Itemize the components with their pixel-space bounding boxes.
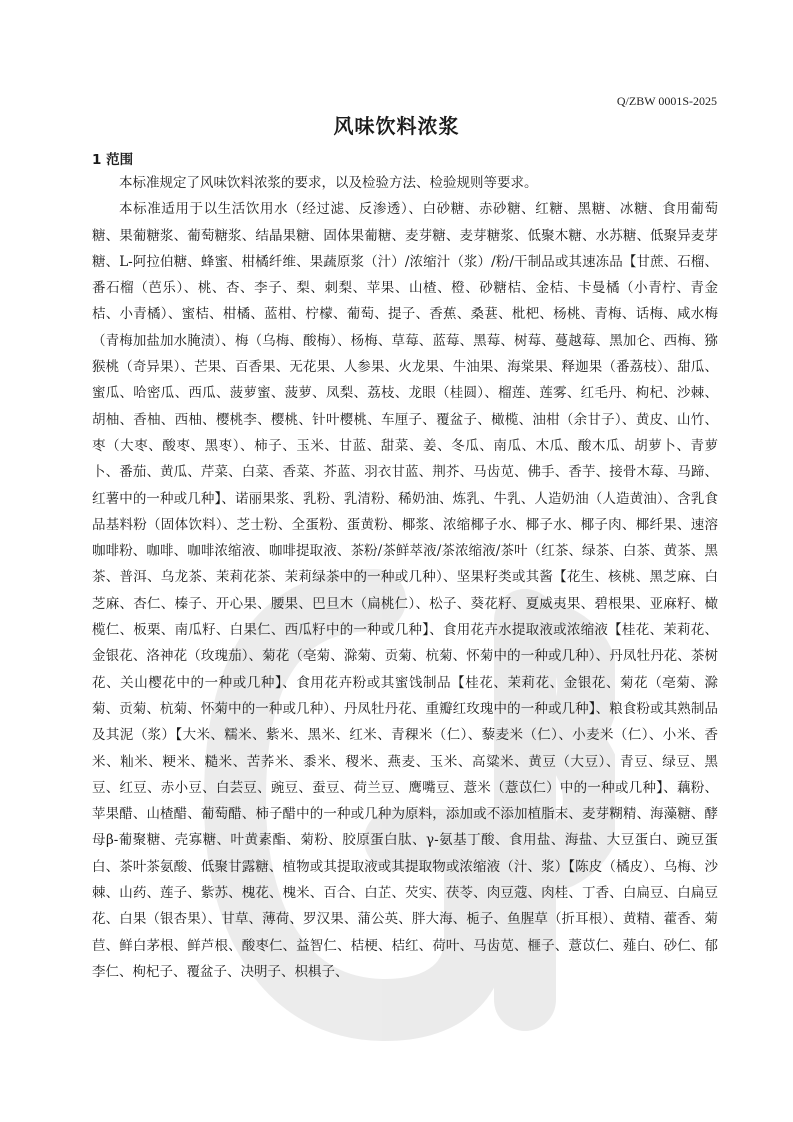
document-title: 风味饮料浓浆 <box>333 114 460 138</box>
paragraph-scope-applicability: 本标准适用于以生活饮用水（经过滤、反渗透）、白砂糖、赤砂糖、红糖、黑糖、冰糖、食用葡萄糖、果葡糖浆、葡萄糖浆、结晶果糖、固体果葡糖、麦芽糖、麦芽糖浆、低聚木糖、水苏糖、低聚异麦芽糖、L-阿拉伯糖、蜂蜜、柑橘纤维、果蔬原浆（汁）/浓缩汁（浆）/粉/干制品或其速冻品【甘蔗、石榴、番石榴（芭乐）、桃、杏、李子、梨、刺梨、苹果、山楂、橙、砂糖桔、金桔、卡曼橘（小青柠、青金桔、小青橘）、蜜桔、柑橘、蓝柑、柠檬、葡萄、提子、香蕉、桑葚、枇杷、杨桃、青梅、话梅、咸水梅（青梅加盐加水腌渍）、梅（乌梅、酸梅）、杨梅、草莓、蓝莓、黑莓、树莓、蔓越莓、黑加仑、西梅、猕猴桃（奇异果）、芒果、百香果、无花果、人参果、火龙果、牛油果、海棠果、释迦果（番荔枝）、甜瓜、蜜瓜、哈密瓜、西瓜、菠萝蜜、菠萝、凤梨、荔枝、龙眼（桂圆）、榴莲、莲雾、红毛丹、枸杞、沙棘、胡柚、香柚、西柚、樱桃李、樱桃、针叶樱桃、车厘子、覆盆子、橄榄、油柑（余甘子）、黄皮、山竹、枣（大枣、酸枣、黑枣）、柿子、玉米、甘蓝、甜菜、姜、冬瓜、南瓜、木瓜、酸木瓜、胡萝卜、青萝卜、番茄、黄瓜、芹菜、白菜、香菜、芥蓝、羽衣甘蓝、荆芥、马齿苋、佛手、香芋、接骨木莓、马蹄、红薯中的一种或几种】、诺丽果浆、乳粉、乳清粉、稀奶油、炼乳、牛乳、人造奶油（人造黄油）、含乳食品基料粉（固体饮料）、芝士粉、全蛋粉、蛋黄粉、椰浆、浓缩椰子水、椰子水、椰子肉、椰纤果、速溶咖啡粉、咖啡、咖啡浓缩液、咖啡提取液、茶粉/茶鲜萃液/茶浓缩液/茶叶（红茶、绿茶、白茶、黄茶、黑茶、普洱、乌龙茶、茉莉花茶、茉莉绿茶中的一种或几种）、坚果籽类或其酱【花生、核桃、黑芝麻、白芝麻、杏仁、榛子、开心果、腰果、巴旦木（扁桃仁）、松子、葵花籽、夏威夷果、碧根果、亚麻籽、橄榄仁、板栗、南瓜籽、白果仁、西瓜籽中的一种或几种】、食用花卉水提取液或浓缩液【桂花、茉莉花、金银花、洛神花（玫瑰茄）、菊花（亳菊、滁菊、贡菊、杭菊、怀菊中的一种或几种）、丹凤牡丹花、茶树花、关山樱花中的一种或几种】、食用花卉粉或其蜜饯制品【桂花、茉莉花、金银花、菊花（亳菊、滁菊、贡菊、杭菊、怀菊中的一种或几种）、丹凤牡丹花、重瓣红玫瑰中的一种或几种】、粮食粉或其熟制品及其泥（浆）【大米、糯米、紫米、黑米、红米、青稞米（仁）、藜麦米（仁）、小麦米（仁）、小米、香米、籼米、粳米、糙米、苦荞米、黍米、稷米、燕麦、玉米、高粱米、黄豆（大豆）、青豆、绿豆、黑豆、红豆、赤小豆、白芸豆、豌豆、蚕豆、荷兰豆、鹰嘴豆、薏米（薏苡仁）中的一种或几种】、藕粉、苹果醋、山楂醋、葡萄醋、柿子醋中的一种或几种为原料，添加或不添加植脂末、麦芽糊精、海藻糖、酵母β-葡聚糖、壳寡糖、叶黄素酯、菊粉、胶原蛋白肽、γ-氨基丁酸、食用盐、海盐、大豆蛋白、豌豆蛋白、茶叶茶氨酸、低聚甘露糖、植物或其提取液或其提取物或浓缩液（汁、浆）【陈皮（橘皮）、乌梅、沙棘、山药、莲子、紫苏、槐花、槐米、百合、白芷、芡实、茯苓、肉豆蔻、肉桂、丁香、白扁豆、白扁豆花、白果（银杏果）、甘草、薄荷、罗汉果、蒲公英、胖大海、栀子、鱼腥草（折耳根）、黄精、藿香、菊苣、鲜白茅根、鲜芦根、酸枣仁、益智仁、桔梗、桔红、荷叶、马齿苋、榧子、薏苡仁、薤白、砂仁、郁李仁、枸杞子、覆盆子、决明子、枳椇子、 <box>92 201 718 980</box>
paragraph-scope-summary: 本标准规定了风味饮料浓浆的要求，以及检验方法、检验规则等要求。 <box>119 175 538 191</box>
standard-code: Q/ZBW 0001S-2025 <box>616 94 717 108</box>
document-body <box>92 170 718 985</box>
section-heading-scope: 1 范围 <box>92 152 134 168</box>
